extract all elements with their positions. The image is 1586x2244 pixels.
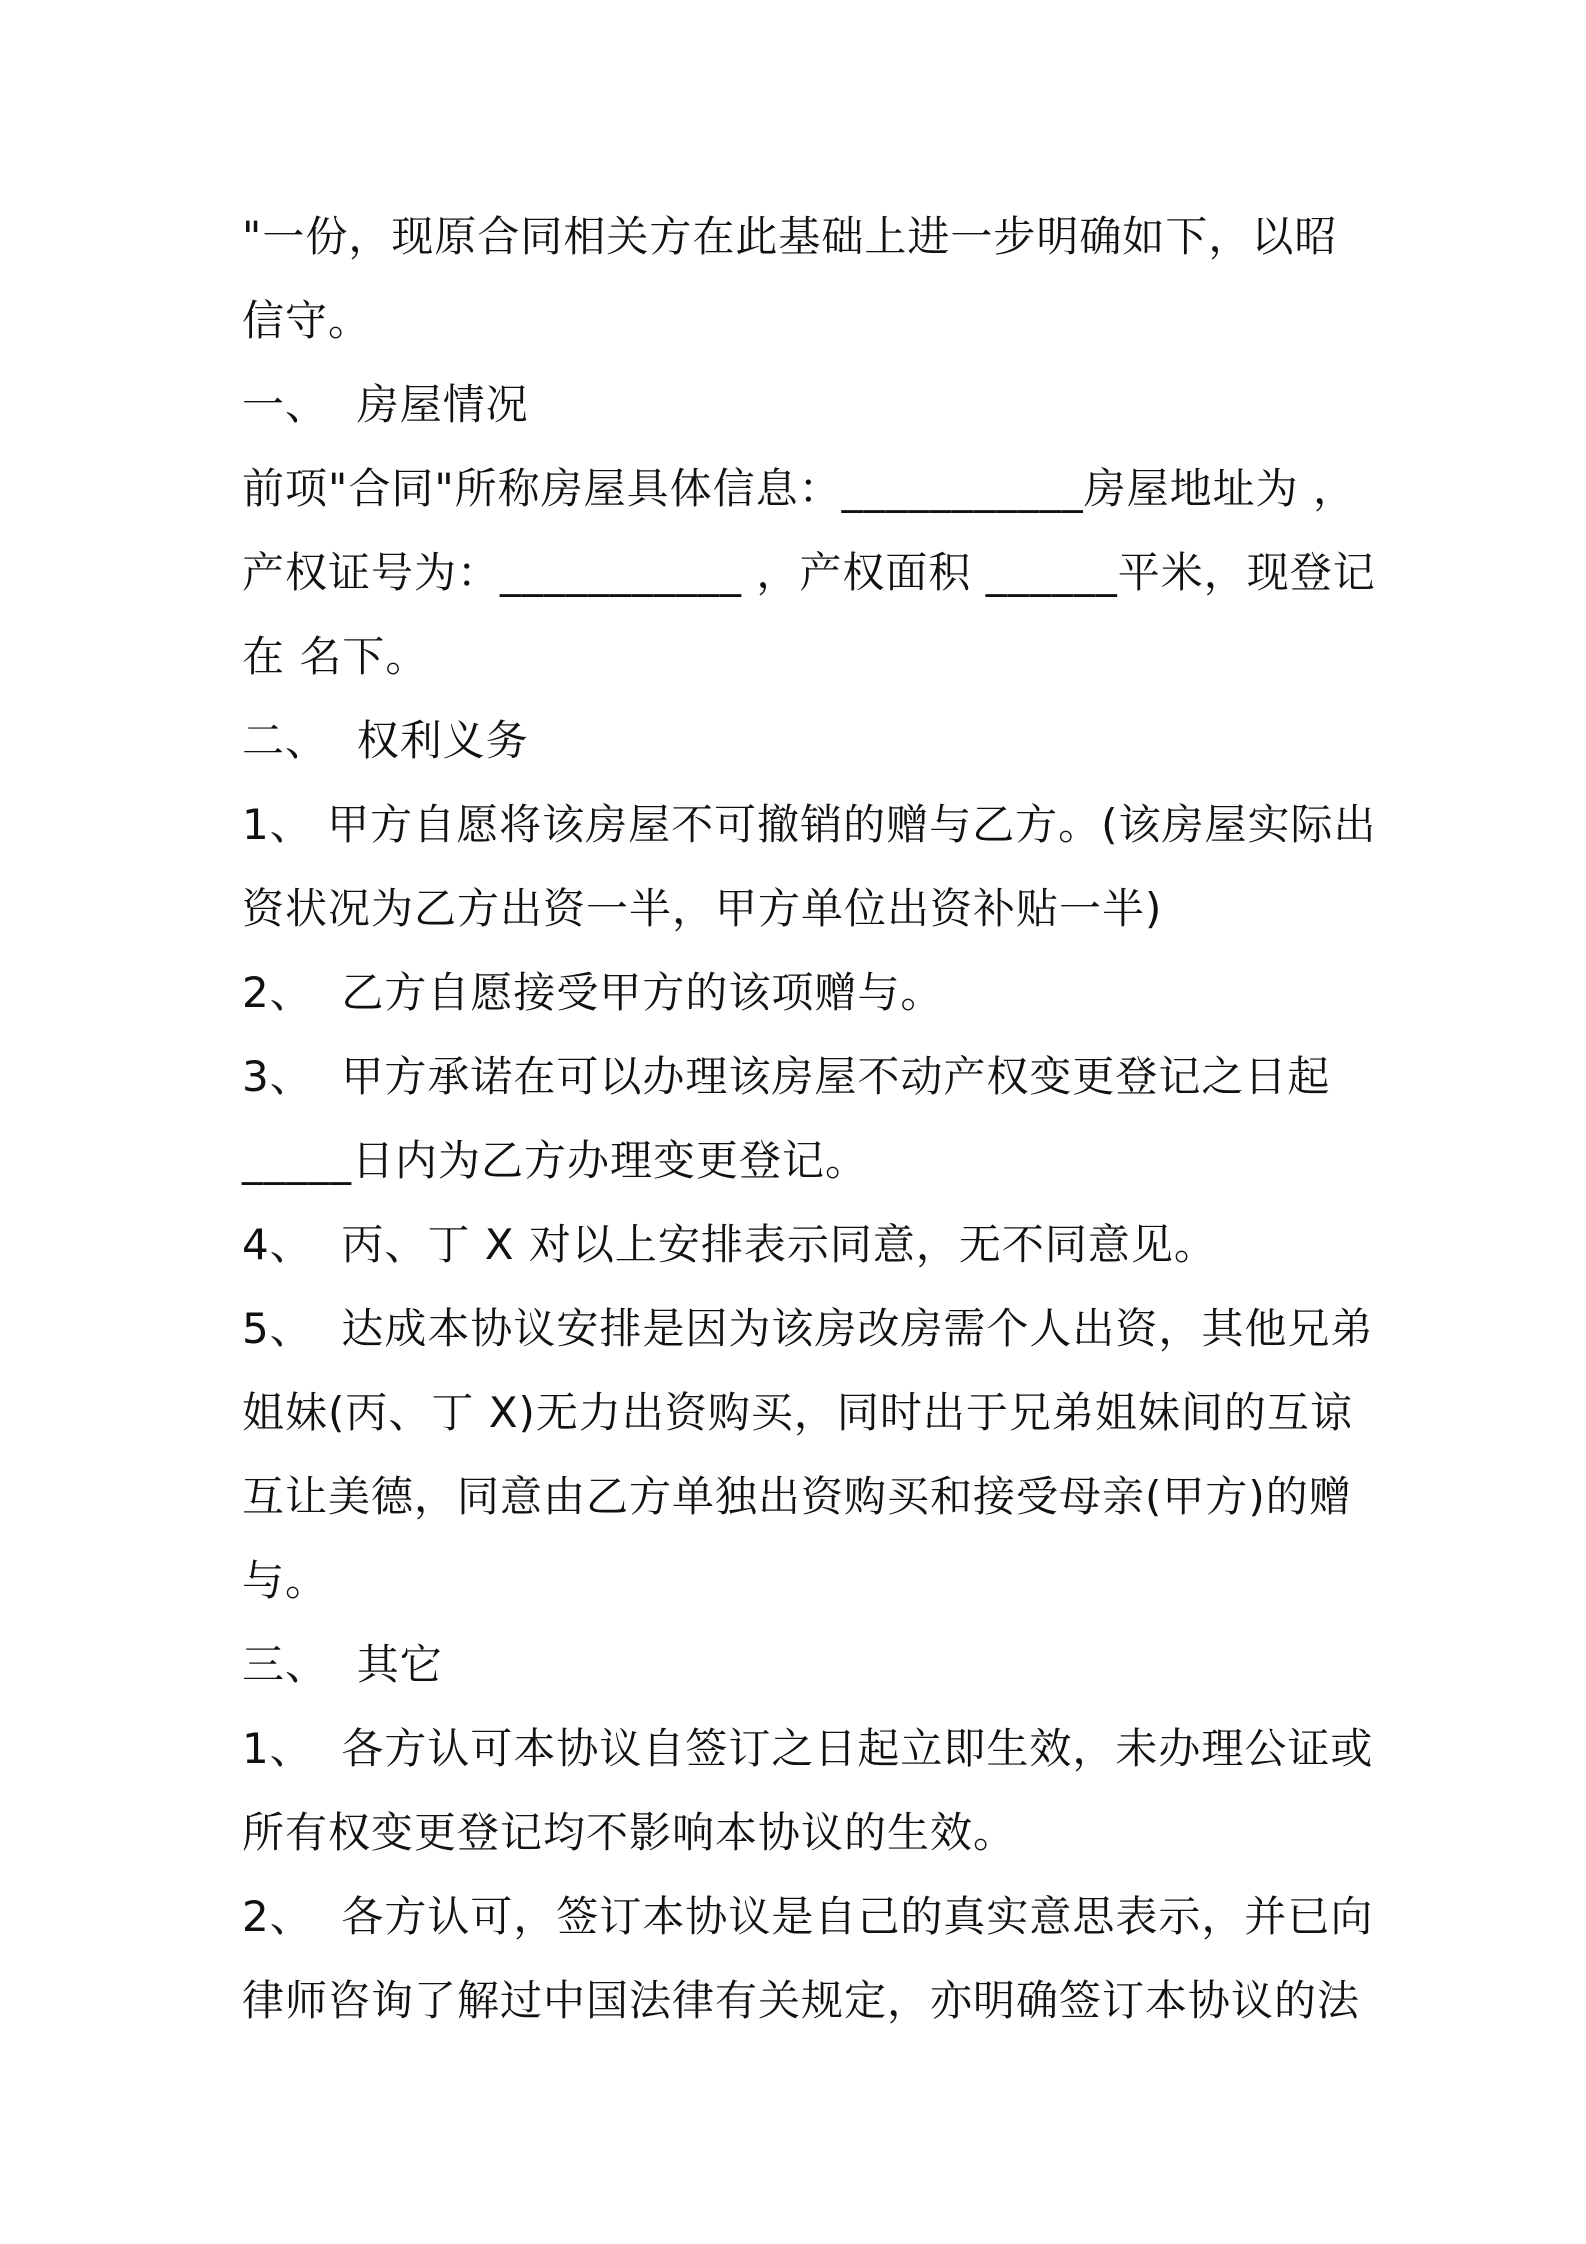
document-body: [242, 195, 1377, 2043]
section-heading: 一、 房屋情况: [242, 380, 529, 429]
paragraph-line: 1、 甲方自愿将该房屋不可撤销的赠与乙方。(该房屋实际出: [242, 800, 1377, 849]
paragraph-line: 律师咨询了解过中国法律有关规定，亦明确签订本协议的法: [242, 1976, 1361, 2025]
section-heading: 二、 权利义务: [242, 716, 529, 765]
paragraph-line: 2、 乙方自愿接受甲方的该项赠与。: [242, 968, 944, 1017]
paragraph-line: "一份，现原合同相关方在此基础上进一步明确如下，以昭: [242, 212, 1338, 261]
paragraph-line: 5、 达成本协议安排是因为该房改房需个人出资，其他兄弟: [242, 1304, 1374, 1353]
paragraph-line: 所有权变更登记均不影响本协议的生效。: [242, 1808, 1017, 1857]
paragraph-line: 与。: [242, 1556, 329, 1605]
paragraph-line: 互让美德，同意由乙方单独出资购买和接受母亲(甲方)的赠: [242, 1472, 1352, 1521]
paragraph-line: 信守。: [242, 296, 372, 345]
paragraph-line: 2、 各方认可，签订本协议是自己的真实意思表示，并已向: [242, 1892, 1374, 1941]
section-heading: 三、 其它: [242, 1640, 443, 1689]
paragraph-line: 资状况为乙方出资一半，甲方单位出资补贴一半): [242, 884, 1163, 933]
paragraph-line: 4、 丙、丁 X 对以上安排表示同意，无不同意见。: [242, 1220, 1217, 1269]
paragraph-line: 1、 各方认可本协议自签订之日起立即生效，未办理公证或: [242, 1724, 1374, 1773]
paragraph-line: 在 名下。: [242, 632, 429, 681]
paragraph-line: 产权证号为：___________ ，产权面积 ______平米，现登记: [242, 548, 1376, 597]
paragraph-line: 前项"合同"所称房屋具体信息：___________房屋地址为 ，: [242, 464, 1356, 513]
paragraph-line: _____日内为乙方办理变更登记。: [242, 1136, 869, 1185]
paragraph-line: 3、 甲方承诺在可以办理该房屋不动产权变更登记之日起: [242, 1052, 1331, 1101]
paragraph-line: 姐妹(丙、丁 X)无力出资购买，同时出于兄弟姐妹间的互谅: [242, 1388, 1353, 1437]
